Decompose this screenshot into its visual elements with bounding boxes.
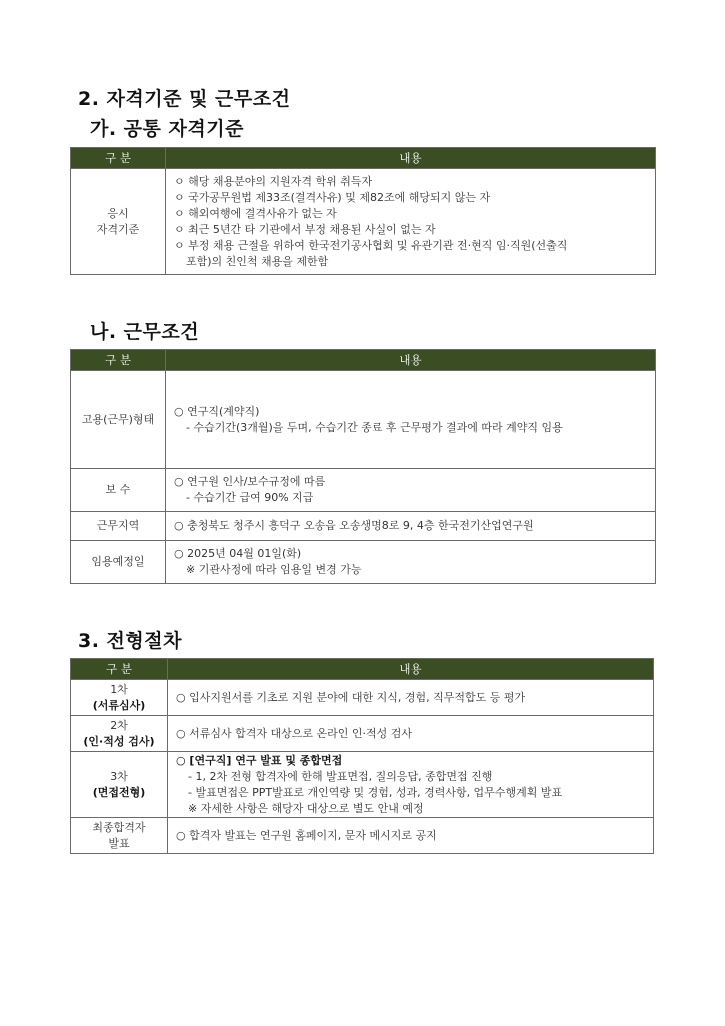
table-row bbox=[71, 752, 654, 818]
row-label bbox=[71, 680, 168, 716]
work-conditions-table bbox=[70, 349, 656, 584]
section-2a-title: 가. 공통 자격기준 bbox=[90, 118, 244, 140]
row-label bbox=[71, 752, 168, 818]
table-header-content: 내용 bbox=[166, 350, 656, 371]
table-header-content: 내용 bbox=[166, 148, 656, 169]
table-header-label: 구 분 bbox=[71, 659, 168, 680]
list-item: ㅇ 해외여행에 결격사유가 없는 자 bbox=[174, 206, 337, 220]
content-line: ○ 입사지원서를 기초로 지원 분야에 대한 지식, 경험, 직무적합도 등 평가 bbox=[176, 690, 526, 704]
row-label: 근무지역 bbox=[71, 512, 166, 541]
table-header-label: 구 분 bbox=[71, 350, 166, 371]
label-line: 2차 bbox=[110, 718, 128, 732]
table-row bbox=[71, 512, 656, 541]
row-content bbox=[166, 512, 656, 541]
section-2b-title: 나. 근무조건 bbox=[90, 321, 200, 343]
table-row bbox=[71, 541, 656, 584]
section-2-title: 2. 자격기준 및 근무조건 bbox=[78, 88, 291, 110]
table-row bbox=[71, 716, 654, 752]
content-line: ○ 연구직(계약직) bbox=[174, 404, 260, 418]
list-item: ㅇ 부정 채용 근절을 위하여 한국전기공사협회 및 유관기관 전·현직 임·직원(선출직 bbox=[174, 238, 568, 252]
label-line: 3차 bbox=[110, 769, 128, 783]
content-line: ※ 기관사정에 따라 임용일 변경 가능 bbox=[186, 563, 362, 576]
label-line: (서류심사) bbox=[92, 698, 146, 712]
table-row bbox=[71, 371, 656, 469]
section-3-title: 3. 전형절차 bbox=[78, 630, 182, 652]
content-line: ○ [연구직] 연구 발표 및 종합면접 bbox=[176, 753, 343, 767]
content-line: ○ 연구원 인사/보수규정에 따름 bbox=[174, 475, 326, 488]
content-line: ※ 자세한 사항은 해당자 대상으로 별도 안내 예정 bbox=[188, 801, 424, 815]
qualification-label-line2: 자격기준 bbox=[96, 222, 140, 236]
qualification-label-line1: 응시 bbox=[107, 206, 129, 220]
table-row bbox=[71, 818, 654, 854]
list-item: ㅇ 최근 5년간 타 기관에서 부정 채용된 사실이 없는 자 bbox=[174, 222, 436, 236]
table-row bbox=[71, 469, 656, 512]
row-content bbox=[166, 541, 656, 584]
qualification-label bbox=[71, 169, 166, 275]
row-content bbox=[166, 469, 656, 512]
qualification-table bbox=[70, 147, 656, 275]
row-content bbox=[168, 716, 654, 752]
label-line: 발표 bbox=[108, 836, 130, 850]
list-item: ㅇ 해당 채용분야의 지원자격 학위 취득자 bbox=[174, 174, 373, 188]
content-line: - 수습기간 급여 90% 지급 bbox=[186, 491, 314, 504]
content-line: ○ 충청북도 청주시 흥덕구 오송읍 오송생명8로 9, 4층 한국전기산업연구원 bbox=[174, 519, 534, 532]
label-line: (인·적성 검사) bbox=[83, 734, 155, 748]
row-content bbox=[166, 371, 656, 469]
label-line: (면접전형) bbox=[92, 785, 146, 799]
row-label: 임용예정일 bbox=[71, 541, 166, 584]
table-header-content: 내용 bbox=[168, 659, 654, 680]
list-item: ㅇ 국가공무원법 제33조(결격사유) 및 제82조에 해당되지 않는 자 bbox=[174, 190, 491, 204]
selection-process-table bbox=[70, 658, 654, 854]
row-label: 보 수 bbox=[71, 469, 166, 512]
content-line: ○ 2025년 04월 01일(화) bbox=[174, 547, 302, 560]
content-line: - 수습기간(3개월)을 두며, 수습기간 종료 후 근무평가 결과에 따라 계약직 임용 bbox=[186, 420, 563, 434]
row-content bbox=[168, 680, 654, 716]
content-line: - 발표면접은 PPT발표로 개인역량 및 경험, 성과, 경력사항, 업무수행계획 발표 bbox=[188, 785, 563, 799]
row-content bbox=[168, 818, 654, 854]
row-label: 고용(근무)형태 bbox=[71, 371, 166, 469]
qualification-content bbox=[166, 169, 656, 275]
row-label bbox=[71, 818, 168, 854]
content-line: ○ 서류심사 합격자 대상으로 온라인 인·적성 검사 bbox=[176, 726, 412, 740]
label-line: 1차 bbox=[110, 682, 128, 696]
row-content bbox=[168, 752, 654, 818]
table-header-label: 구 분 bbox=[71, 148, 166, 169]
label-line: 최종합격자 bbox=[92, 820, 146, 834]
row-label bbox=[71, 716, 168, 752]
list-item: 포함)의 친인척 채용을 제한함 bbox=[186, 254, 329, 268]
content-line: - 1, 2차 전형 합격자에 한해 발표면접, 질의응답, 종합면접 진행 bbox=[188, 769, 493, 783]
content-line: ○ 합격자 발표는 연구원 홈페이지, 문자 메시지로 공지 bbox=[176, 828, 437, 842]
table-row bbox=[71, 680, 654, 716]
